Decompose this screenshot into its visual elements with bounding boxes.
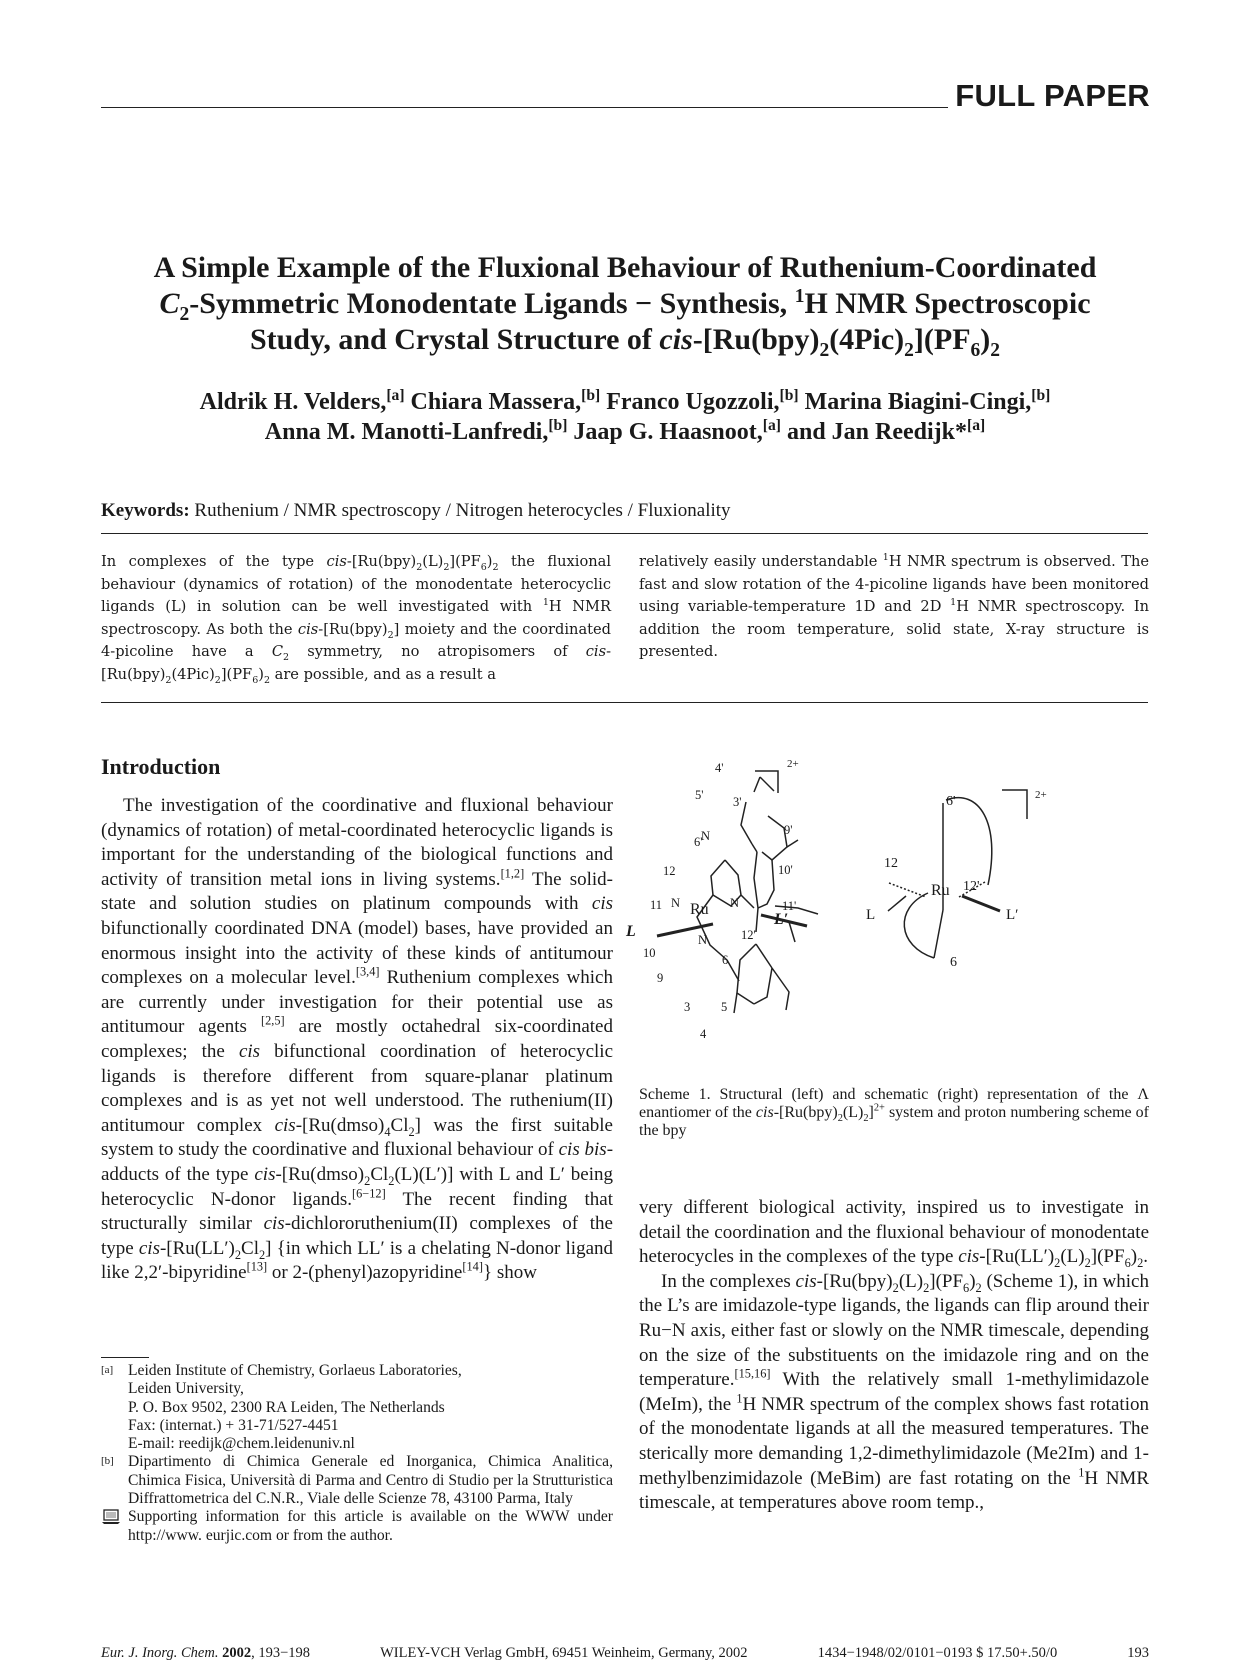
title-line: Study, and Crystal Structure of cis-$[Ru(bpy)_2(4Pic)_2](PF_6)_2$ <box>249 323 1001 361</box>
author-affiliation: [b] <box>581 387 601 404</box>
scheme-left-label: 11 <box>650 898 663 912</box>
author-name: Aldrik H. Velders, <box>199 389 387 415</box>
scheme-ligand-l: L <box>626 923 636 940</box>
scheme-metal-left: Ru <box>690 901 709 918</box>
paragraph: very different biological activity, inspired us to investigate in detail the coordination and the fluxional behaviour of monodentate heterocycles in the complexes of the type cis-$[Ru(LL')_2(L)_2](PF_6)_2$. <box>639 1197 1149 1270</box>
journal-pages: , 193−198 <box>251 1645 311 1661</box>
scheme-ligand-l: L <box>866 907 876 923</box>
scheme-charge-right: 2+ <box>1035 789 1047 801</box>
author-name: Marina Biagini-Cingi, <box>804 389 1032 415</box>
footnote-mark: [a] <box>101 1364 114 1376</box>
footnote-mark: [b] <box>101 1455 114 1468</box>
section-heading: Introduction <box>101 754 221 779</box>
author-name: Franco Ugozzoli, <box>606 389 780 415</box>
scheme-left-label: 6' <box>694 835 703 849</box>
publisher: WILEY-VCH Verlag GmbH, 69451 Weinheim, Germany, 2002 <box>380 1645 748 1661</box>
footnote-line: Fax: (internat.) + 31-71/527-4451 <box>128 1416 339 1434</box>
scheme-left-label: 12' <box>741 928 756 942</box>
footnotes <box>101 1362 613 1545</box>
author-list <box>101 387 1149 447</box>
footnote-line: P. O. Box 9502, 2300 RA Leiden, The Netherlands <box>128 1398 445 1416</box>
abstract-rule <box>101 702 1148 703</box>
scheme-left-label: 3 <box>684 1000 691 1014</box>
author-affiliation: [a] <box>967 417 986 434</box>
scheme-right-label: 6 <box>950 955 957 970</box>
scheme-left-label: 10 <box>643 946 656 960</box>
keywords-rule <box>101 533 1148 534</box>
scheme-caption: Scheme 1. Structural (left) and schematic (right) representation of the Λ enantiomer of the cis-$[Ru(bpy)_2(L)_2]^{2+}$ system and proton numbering scheme of the bpy <box>639 1086 1150 1139</box>
scheme-right-label: 12' <box>963 879 980 894</box>
author-name: and Jan Reedijk* <box>786 419 968 445</box>
scheme-left-label: 6 <box>722 953 729 967</box>
author-name: Jaap G. Haasnoot, <box>573 419 763 445</box>
author-affiliation: [a] <box>386 387 405 404</box>
author-name: Anna M. Manotti-Lanfredi, <box>264 419 549 445</box>
issn: 1434−1948/02/0101−0193 $ 17.50+.50/0 <box>817 1645 1058 1661</box>
footnote <box>101 1362 613 1453</box>
scheme-ligand-l-prime: L′ <box>774 911 789 928</box>
footnote <box>101 1508 613 1545</box>
scheme-left-label: 9 <box>657 971 664 985</box>
scheme-left-label: 4' <box>715 761 724 775</box>
scheme-figure <box>626 748 1149 1078</box>
author-name: Chiara Massera, <box>410 389 582 415</box>
scheme-left-label: 5' <box>695 788 704 802</box>
abstract-left: In complexes of the type cis-$[Ru(bpy)_2(L)_2](PF_6)_2$ the fluxional behaviour (dynamics of rotation) of the monodentate heterocyclic ligands (L) in solution can be well investigated with $^1$H NMR spectroscopy. As both the cis-$[Ru(bpy)_2]$ moiety and the coordinated 4-picoline have a $C_2$ symmetry, no atropisomers of cis-$[Ru(bpy)_2(4Pic)_2](PF_6)_2$ are possible, and as a result a <box>101 553 612 686</box>
header-rule <box>101 107 948 108</box>
scheme-right-label: 6' <box>946 794 956 809</box>
footnote-line: E-mail: reedijk@chem.leidenuniv.nl <box>128 1435 355 1453</box>
paragraph: In the complexes cis-$[Ru(bpy)_2(L)_2](PF_6)_2$ (Scheme 1), in which the L’s are imidazole-type ligands, the ligands can flip around their Ru−N axis, either fast or slowly on the NMR timescale, depending on the size of the substituents on the imidazole ring and on the temperature.[15,16] With the relatively small 1-methylimidazole (MeIm), the $^1$H NMR spectrum of the complex shows fast rotation of the monodentate ligands at all the measured temperatures. The sterically more demanding 1,2-dimethylimidazole (Me2Im) and 1-methylbenzimidazole (MeBim) are fast rotating on the $^1$H NMR timescale, at temperatures above room temp., <box>639 1270 1149 1514</box>
scheme-left-label: 12 <box>663 864 676 878</box>
scheme-left-label: 3' <box>733 795 742 809</box>
footnote-rule <box>101 1357 149 1358</box>
author-affiliation: [a] <box>762 417 781 434</box>
footnote-line: Leiden Institute of Chemistry, Gorlaeus Laboratories, <box>128 1362 462 1379</box>
scheme-left-label: 5 <box>721 1000 728 1014</box>
scheme-charge-left: 2+ <box>787 758 799 770</box>
scheme-nitrogen: N <box>698 933 708 947</box>
computer-icon <box>101 1508 128 1545</box>
page-footer <box>101 1645 1149 1662</box>
keywords-label: Keywords: <box>101 500 190 521</box>
scheme-left-label: 4 <box>700 1027 707 1041</box>
intro-left-column <box>101 794 613 1286</box>
section-label: FULL PAPER <box>955 78 1150 113</box>
scheme-right-label: 12 <box>884 856 898 871</box>
journal-citation <box>101 1645 310 1662</box>
scheme-nitrogen: N <box>671 896 681 910</box>
scheme-nitrogen: N <box>730 896 740 910</box>
scheme-left-label: 9' <box>784 823 793 837</box>
abstract-right: relatively easily understandable $^1$H NMR spectrum is observed. The fast and slow rotation of the 4-picoline ligands have been monitored using variable-temperature 1D and 2D $^1$H NMR spectroscopy. In addition the room temperature, solid state, X-ray structure is presented. <box>639 552 1149 660</box>
scheme-ligand-l-prime: L′ <box>1006 907 1019 923</box>
keywords-text: Ruthenium / NMR spectroscopy / Nitrogen heterocycles / Fluxionality <box>194 500 731 521</box>
footnote <box>101 1453 613 1508</box>
author-affiliation: [b] <box>1031 387 1051 404</box>
journal-name: Eur. J. Inorg. Chem. <box>101 1645 219 1661</box>
footnote-text: Dipartimento di Chimica Generale ed Inorganica, Chimica Analitica, Chimica Fisica, Università di Parma and Centro di Studio per la Strutturistica Diffrattometrica del C.N.R., Viale delle Scienze 78, 43100 Parma, Italy <box>128 1453 613 1508</box>
scheme-left-label: 10' <box>778 863 793 877</box>
footnote-text: Supporting information for this article is available on the WWW under http://www. eurjic.com or from the author. <box>128 1508 613 1544</box>
paragraph: The investigation of the coordinative and fluxional behaviour (dynamics of rotation) of metal-coordinated heterocyclic ligands is important for the understanding of the biological functions and activity of transition metal ions in living systems.[1,2] The solid-state and solution studies on platinum compounds with cis bifunctionally coordinated DNA (model) bases, have provided an enormous insight into the activity of these kinds of antitumour complexes on a molecular level.[3,4] Ruthenium complexes which are currently under investigation for their potential use as antitumour agents [2,5] are mostly octahedral six-coordinated complexes; the cis bifunctional coordination of heterocyclic ligands is therefore different from square-planar platinum complexes and is as yet not well understood. The ruthenium(II) antitumour complex cis-$[Ru(dmso)_4Cl_2]$ was the first suitable system to study the coordinative and fluxional behaviour of cis bis-adducts of the type cis-$[Ru(dmso)_2Cl_2(L)(L')]$ with L and L′ being heterocyclic N-donor ligands.[6−12] The recent finding that structurally similar cis-dichlororuthenium(II) complexes of the type cis-$[Ru(LL')_2Cl_2]$ {in which LL′ is a chelating N-donor ligand like 2,2′-bipyridine[13] or 2-(phenyl)azopyridine[14]} show <box>101 795 614 1284</box>
journal-year: 2002 <box>222 1645 252 1661</box>
scheme-left-label: 11' <box>782 899 797 913</box>
title-line: $C_2$-Symmetric Monodentate Ligands − Synthesis, $^1$H NMR Spectroscopic <box>159 286 1091 325</box>
scheme-nitrogen: N <box>701 829 711 843</box>
scheme-metal-right: Ru <box>931 882 950 899</box>
title-line: A Simple Example of the Fluxional Behaviour of Ruthenium-Coordinated <box>153 251 1097 284</box>
intro-right-column <box>639 1196 1149 1516</box>
footnote-line: Leiden University, <box>128 1380 244 1398</box>
page-number: 193 <box>1127 1645 1149 1661</box>
author-affiliation: [b] <box>548 417 568 434</box>
author-affiliation: [b] <box>779 387 799 404</box>
scheme-1 <box>626 748 1149 1078</box>
article-title <box>101 250 1149 361</box>
keywords <box>101 500 731 522</box>
